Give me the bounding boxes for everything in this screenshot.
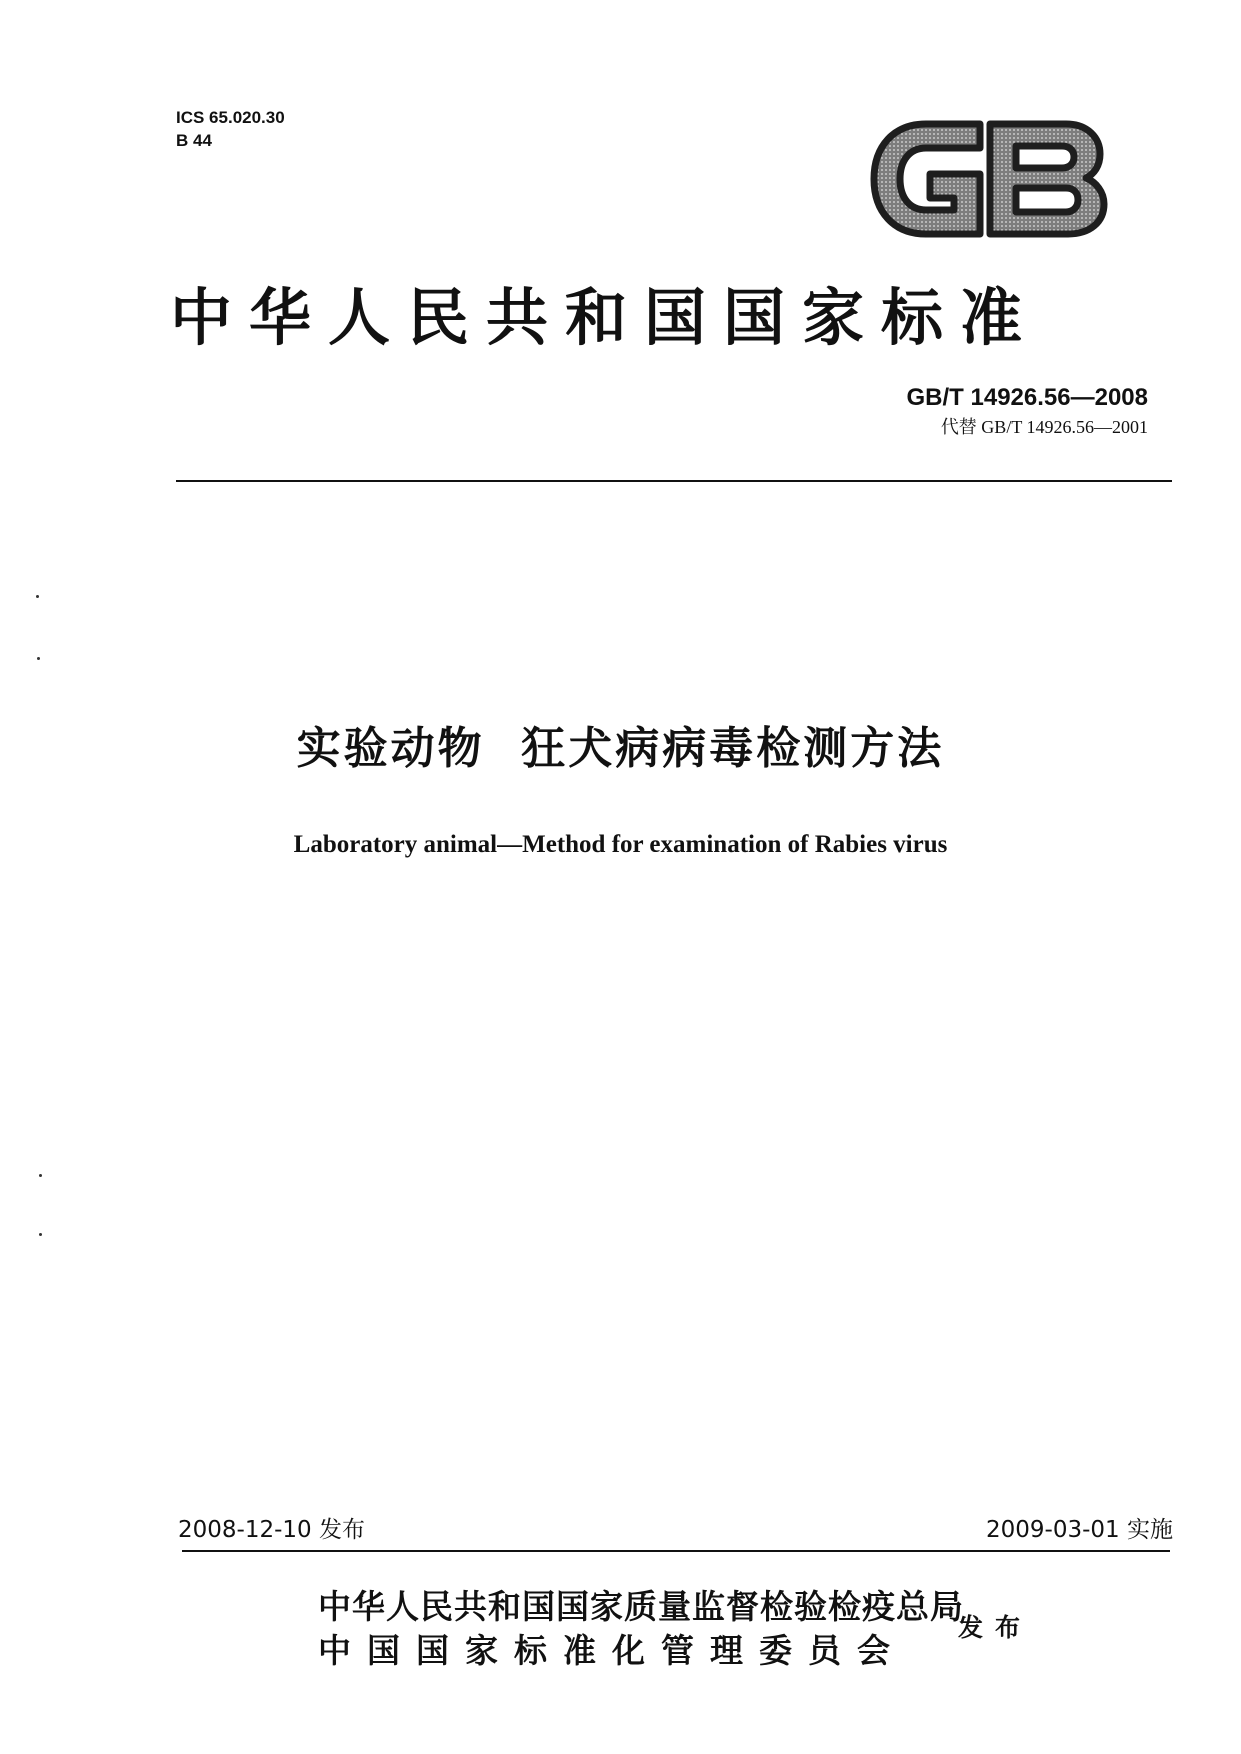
header-divider (176, 480, 1172, 482)
standard-number: GB/T 14926.56—2008 (906, 384, 1148, 411)
margin-dot (39, 1233, 42, 1236)
margin-dot (36, 595, 39, 598)
issuing-authorities (318, 1585, 964, 1673)
standard-title-chinese: 实验动物 狂犬病病毒检测方法 (296, 723, 945, 774)
gb-logo (868, 116, 1108, 242)
ccs-code: B 44 (176, 131, 212, 150)
national-standard-title: 中华人民共和国国家标准 (170, 281, 1040, 354)
implementation-date: 2009-03-01 实施 (986, 1517, 1173, 1543)
ics-code: ICS 65.020.30 (176, 108, 285, 127)
issuer-sac: 中国国家标准化管理委员会 (318, 1631, 906, 1670)
footer-divider (182, 1550, 1170, 1552)
margin-dot (37, 657, 40, 660)
margin-dot (39, 1174, 42, 1177)
classification-codes (176, 106, 285, 152)
publish-label: 发布 (958, 1613, 1033, 1642)
issuer-aqsiq: 中华人民共和国国家质量监督检验检疫总局 (318, 1587, 964, 1626)
replaced-standard: 代替 GB/T 14926.56—2001 (940, 417, 1148, 437)
standard-title-english: Laboratory animal—Method for examination of Rabies virus (293, 831, 948, 858)
issue-date: 2008-12-10 发布 (178, 1517, 365, 1543)
